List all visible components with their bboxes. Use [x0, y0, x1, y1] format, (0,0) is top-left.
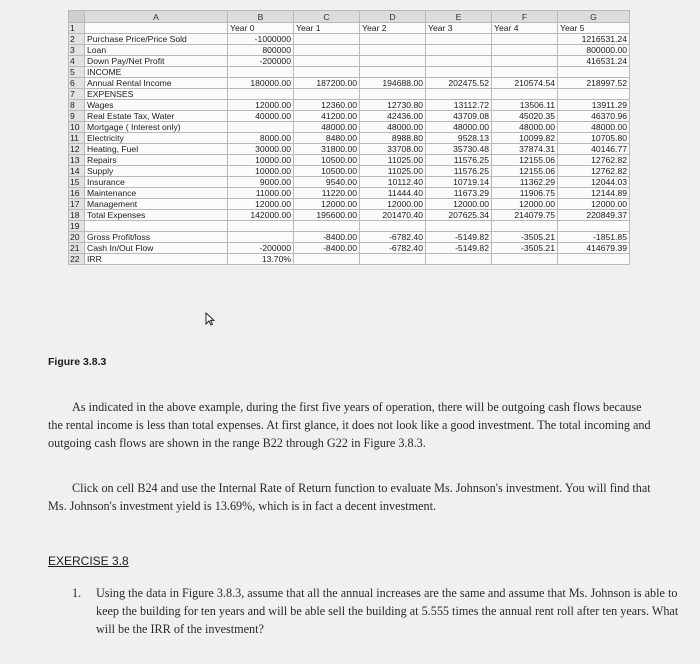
value-cell[interactable]: 11576.25 [426, 155, 492, 166]
value-cell[interactable]: 8988.80 [360, 133, 426, 144]
value-cell[interactable]: 12000.00 [360, 199, 426, 210]
value-cell[interactable] [360, 34, 426, 45]
value-cell[interactable]: 11444.40 [360, 188, 426, 199]
value-cell[interactable]: 42436.00 [360, 111, 426, 122]
sheet-row [69, 243, 630, 254]
value-cell[interactable] [294, 89, 360, 100]
value-cell[interactable]: 800000.00 [558, 45, 630, 56]
column-header[interactable]: C [294, 11, 360, 23]
value-cell[interactable]: 10719.14 [426, 177, 492, 188]
exercise-heading: EXERCISE 3.8 [48, 554, 129, 568]
value-cell[interactable]: 13112.72 [426, 100, 492, 111]
mouse-pointer-icon [205, 312, 215, 326]
body-paragraph: Click on cell B24 and use the Internal Rate of Return function to evaluate Ms. Johnson's investment. You will find that Ms. Johnson's investment yield is 13.69%, which is in fact a decent investment. [48, 481, 651, 514]
row-header[interactable]: 15 [69, 177, 85, 188]
value-cell[interactable]: 41200.00 [294, 111, 360, 122]
sheet-row [69, 155, 630, 166]
sheet-row [69, 78, 630, 89]
value-cell[interactable]: 11576.25 [426, 166, 492, 177]
value-cell[interactable] [426, 254, 492, 265]
value-cell[interactable] [228, 232, 294, 243]
figure-caption: Figure 3.8.3 [48, 356, 107, 368]
value-cell[interactable]: 12000.00 [228, 100, 294, 111]
sheet-row [69, 111, 630, 122]
row-header[interactable]: 16 [69, 188, 85, 199]
label-cell[interactable]: Heating, Fuel [85, 144, 228, 155]
label-cell[interactable]: Cash In/Out Flow [85, 243, 228, 254]
value-cell[interactable]: 9540.00 [294, 177, 360, 188]
value-cell[interactable] [294, 67, 360, 78]
sheet-row [69, 221, 630, 232]
label-cell[interactable]: INCOME [85, 67, 228, 78]
question-text: Using the data in Figure 3.8.3, assume that all the annual increases are the same and assume that Ms. Johnson is able to keep the building for ten years and will be able sell the building at 5.555 times the annual rent roll after ten years. What will be the IRR of the investment? [96, 586, 679, 637]
value-cell[interactable]: 220849.37 [558, 210, 630, 221]
value-cell[interactable] [228, 122, 294, 133]
row-header[interactable]: 1 [69, 23, 85, 34]
row-header[interactable]: 3 [69, 45, 85, 56]
value-cell[interactable] [558, 254, 630, 265]
value-cell[interactable]: 48000.00 [492, 122, 558, 133]
value-cell[interactable]: 12000.00 [492, 199, 558, 210]
value-cell[interactable]: Year 3 [426, 23, 492, 34]
value-cell[interactable] [294, 56, 360, 67]
value-cell[interactable]: 12730.80 [360, 100, 426, 111]
value-cell[interactable]: 9000.00 [228, 177, 294, 188]
value-cell[interactable]: 11906.75 [492, 188, 558, 199]
value-cell[interactable]: 12000.00 [294, 199, 360, 210]
value-cell[interactable] [492, 89, 558, 100]
value-cell[interactable]: 202475.52 [426, 78, 492, 89]
value-cell[interactable]: 10000.00 [228, 155, 294, 166]
sheet-body [69, 23, 630, 265]
value-cell[interactable] [360, 89, 426, 100]
question-number: 1. [72, 586, 82, 600]
value-cell[interactable] [360, 45, 426, 56]
value-cell[interactable]: 8000.00 [228, 133, 294, 144]
value-cell[interactable]: 12762.82 [558, 155, 630, 166]
value-cell[interactable]: 30000.00 [228, 144, 294, 155]
value-cell[interactable]: 10500.00 [294, 166, 360, 177]
sheet-row [69, 133, 630, 144]
value-cell[interactable]: 12000.00 [426, 199, 492, 210]
value-cell[interactable]: -5149.82 [426, 243, 492, 254]
label-cell[interactable]: IRR [85, 254, 228, 265]
row-header[interactable]: 4 [69, 56, 85, 67]
value-cell[interactable] [426, 34, 492, 45]
value-cell[interactable] [492, 67, 558, 78]
value-cell[interactable]: 10112.40 [360, 177, 426, 188]
label-cell[interactable] [85, 23, 228, 34]
value-cell[interactable]: 10000.00 [228, 166, 294, 177]
sheet-row [69, 144, 630, 155]
value-cell[interactable]: 11025.00 [360, 155, 426, 166]
value-cell[interactable] [492, 34, 558, 45]
label-cell[interactable]: Wages [85, 100, 228, 111]
row-header[interactable]: 2 [69, 34, 85, 45]
row-header[interactable]: 10 [69, 122, 85, 133]
value-cell[interactable]: 33708.00 [360, 144, 426, 155]
value-cell[interactable] [294, 34, 360, 45]
sheet-row [69, 199, 630, 210]
value-cell[interactable]: 11362.29 [492, 177, 558, 188]
value-cell[interactable] [558, 67, 630, 78]
label-cell[interactable]: Maintenance [85, 188, 228, 199]
row-header[interactable]: 8 [69, 100, 85, 111]
value-cell[interactable] [492, 56, 558, 67]
exercise-question [72, 584, 680, 639]
value-cell[interactable] [426, 67, 492, 78]
row-header[interactable]: 7 [69, 89, 85, 100]
value-cell[interactable]: 11220.00 [294, 188, 360, 199]
value-cell[interactable]: 194688.00 [360, 78, 426, 89]
row-header[interactable]: 21 [69, 243, 85, 254]
label-cell[interactable]: Annual Rental Income [85, 78, 228, 89]
value-cell[interactable]: 48000.00 [558, 122, 630, 133]
value-cell[interactable]: Year 4 [492, 23, 558, 34]
row-header[interactable]: 5 [69, 67, 85, 78]
value-cell[interactable]: 10705.80 [558, 133, 630, 144]
row-header[interactable]: 12 [69, 144, 85, 155]
value-cell[interactable]: 12762.82 [558, 166, 630, 177]
value-cell[interactable]: 8480.00 [294, 133, 360, 144]
value-cell[interactable] [360, 221, 426, 232]
value-cell[interactable]: 48000.00 [426, 122, 492, 133]
value-cell[interactable]: 11673.29 [426, 188, 492, 199]
label-cell[interactable]: Insurance [85, 177, 228, 188]
column-header-row [69, 11, 630, 23]
value-cell[interactable]: 31800.00 [294, 144, 360, 155]
label-cell[interactable] [85, 221, 228, 232]
sheet-row [69, 100, 630, 111]
value-cell[interactable] [558, 89, 630, 100]
value-cell[interactable]: 1216531.24 [558, 34, 630, 45]
value-cell[interactable]: 11000.00 [228, 188, 294, 199]
value-cell[interactable] [360, 254, 426, 265]
value-cell[interactable] [294, 45, 360, 56]
column-header[interactable]: E [426, 11, 492, 23]
value-cell[interactable]: 10099.82 [492, 133, 558, 144]
value-cell[interactable]: 207625.34 [426, 210, 492, 221]
value-cell[interactable]: 12000.00 [558, 199, 630, 210]
value-cell[interactable]: 9528.13 [426, 133, 492, 144]
label-cell[interactable]: Supply [85, 166, 228, 177]
value-cell[interactable]: 12360.00 [294, 100, 360, 111]
value-cell[interactable]: 12044.03 [558, 177, 630, 188]
value-cell[interactable] [492, 45, 558, 56]
sheet-row [69, 188, 630, 199]
value-cell[interactable] [294, 254, 360, 265]
value-cell[interactable]: 35730.48 [426, 144, 492, 155]
value-cell[interactable]: 210574.54 [492, 78, 558, 89]
label-cell[interactable]: Real Estate Tax, Water [85, 111, 228, 122]
value-cell[interactable] [228, 67, 294, 78]
value-cell[interactable] [228, 89, 294, 100]
value-cell[interactable]: Year 5 [558, 23, 630, 34]
label-cell[interactable]: Repairs [85, 155, 228, 166]
value-cell[interactable]: Year 2 [360, 23, 426, 34]
row-header[interactable]: 14 [69, 166, 85, 177]
value-cell[interactable] [558, 221, 630, 232]
label-cell[interactable]: Mortgage ( Interest only) [85, 122, 228, 133]
sheet-row [69, 89, 630, 100]
value-cell[interactable]: 187200.00 [294, 78, 360, 89]
label-cell[interactable]: Management [85, 199, 228, 210]
value-cell[interactable]: -1851.85 [558, 232, 630, 243]
value-cell[interactable]: 416531.24 [558, 56, 630, 67]
row-header[interactable]: 9 [69, 111, 85, 122]
value-cell[interactable] [426, 45, 492, 56]
value-cell[interactable]: 180000.00 [228, 78, 294, 89]
value-cell[interactable] [426, 221, 492, 232]
label-cell[interactable]: Total Expenses [85, 210, 228, 221]
sheet-row [69, 166, 630, 177]
value-cell[interactable]: -3505.21 [492, 232, 558, 243]
sheet-row [69, 210, 630, 221]
value-cell[interactable]: 46370.96 [558, 111, 630, 122]
value-cell[interactable]: 12155.06 [492, 166, 558, 177]
sheet-row [69, 56, 630, 67]
sheet-row [69, 45, 630, 56]
value-cell[interactable]: 43709.08 [426, 111, 492, 122]
value-cell[interactable] [492, 221, 558, 232]
label-cell[interactable]: Purchase Price/Price Sold [85, 34, 228, 45]
label-cell[interactable]: Gross Profit/loss [85, 232, 228, 243]
value-cell[interactable] [360, 67, 426, 78]
value-cell[interactable]: -5149.82 [426, 232, 492, 243]
row-header[interactable]: 13 [69, 155, 85, 166]
value-cell[interactable]: 218997.52 [558, 78, 630, 89]
value-cell[interactable]: 214079.75 [492, 210, 558, 221]
column-header[interactable]: B [228, 11, 294, 23]
value-cell[interactable]: -6782.40 [360, 243, 426, 254]
value-cell[interactable]: 13911.29 [558, 100, 630, 111]
value-cell[interactable] [294, 221, 360, 232]
label-cell[interactable]: Electricity [85, 133, 228, 144]
value-cell[interactable]: 142000.00 [228, 210, 294, 221]
value-cell[interactable]: 12144.89 [558, 188, 630, 199]
value-cell[interactable]: 37874.31 [492, 144, 558, 155]
sheet-row [69, 254, 630, 265]
value-cell[interactable]: 201470.40 [360, 210, 426, 221]
value-cell[interactable]: 13506.11 [492, 100, 558, 111]
value-cell[interactable]: 414679.39 [558, 243, 630, 254]
value-cell[interactable]: -1000000 [228, 34, 294, 45]
value-cell[interactable]: -8400.00 [294, 243, 360, 254]
sheet-row [69, 232, 630, 243]
row-header[interactable]: 19 [69, 221, 85, 232]
value-cell[interactable]: -8400.00 [294, 232, 360, 243]
value-cell[interactable]: 13.70% [228, 254, 294, 265]
column-header[interactable]: D [360, 11, 426, 23]
value-cell[interactable]: 12000.00 [228, 199, 294, 210]
column-header[interactable]: F [492, 11, 558, 23]
value-cell[interactable]: -200000 [228, 56, 294, 67]
value-cell[interactable]: 10500.00 [294, 155, 360, 166]
sheet-row [69, 67, 630, 78]
value-cell[interactable]: 12155.06 [492, 155, 558, 166]
row-header[interactable]: 20 [69, 232, 85, 243]
value-cell[interactable]: Year 0 [228, 23, 294, 34]
spreadsheet-figure [68, 10, 630, 265]
column-header[interactable]: G [558, 11, 630, 23]
value-cell[interactable]: 11025.00 [360, 166, 426, 177]
sheet-row [69, 122, 630, 133]
value-cell[interactable]: 48000.00 [294, 122, 360, 133]
value-cell[interactable] [492, 254, 558, 265]
column-header[interactable]: A [85, 11, 228, 23]
value-cell[interactable]: 48000.00 [360, 122, 426, 133]
value-cell[interactable]: -3505.21 [492, 243, 558, 254]
label-cell[interactable]: Loan [85, 45, 228, 56]
value-cell[interactable]: 40000.00 [228, 111, 294, 122]
value-cell[interactable] [228, 221, 294, 232]
sheet-row [69, 34, 630, 45]
label-cell[interactable]: EXPENSES [85, 89, 228, 100]
value-cell[interactable]: -6782.40 [360, 232, 426, 243]
body-paragraph: As indicated in the above example, during the first five years of operation, there will be outgoing cash flows because the rental income is less than total expenses. At first glance, it does not look like a good investment. The total incoming and outgoing cash flows are shown in the range B22 through G22 in Figure 3.8.3. [48, 400, 651, 451]
value-cell[interactable]: 800000 [228, 45, 294, 56]
value-cell[interactable]: 195600.00 [294, 210, 360, 221]
row-header[interactable]: 22 [69, 254, 85, 265]
row-header[interactable]: 17 [69, 199, 85, 210]
sheet-row [69, 23, 630, 34]
value-cell[interactable] [360, 56, 426, 67]
value-cell[interactable]: -200000 [228, 243, 294, 254]
sheet-row [69, 177, 630, 188]
value-cell[interactable] [426, 56, 492, 67]
value-cell[interactable]: Year 1 [294, 23, 360, 34]
select-all-corner[interactable] [69, 11, 85, 23]
row-header[interactable]: 18 [69, 210, 85, 221]
value-cell[interactable]: 45020.35 [492, 111, 558, 122]
label-cell[interactable]: Down Pay/Net Profit [85, 56, 228, 67]
row-header[interactable]: 6 [69, 78, 85, 89]
value-cell[interactable] [426, 89, 492, 100]
row-header[interactable]: 11 [69, 133, 85, 144]
value-cell[interactable]: 40146.77 [558, 144, 630, 155]
